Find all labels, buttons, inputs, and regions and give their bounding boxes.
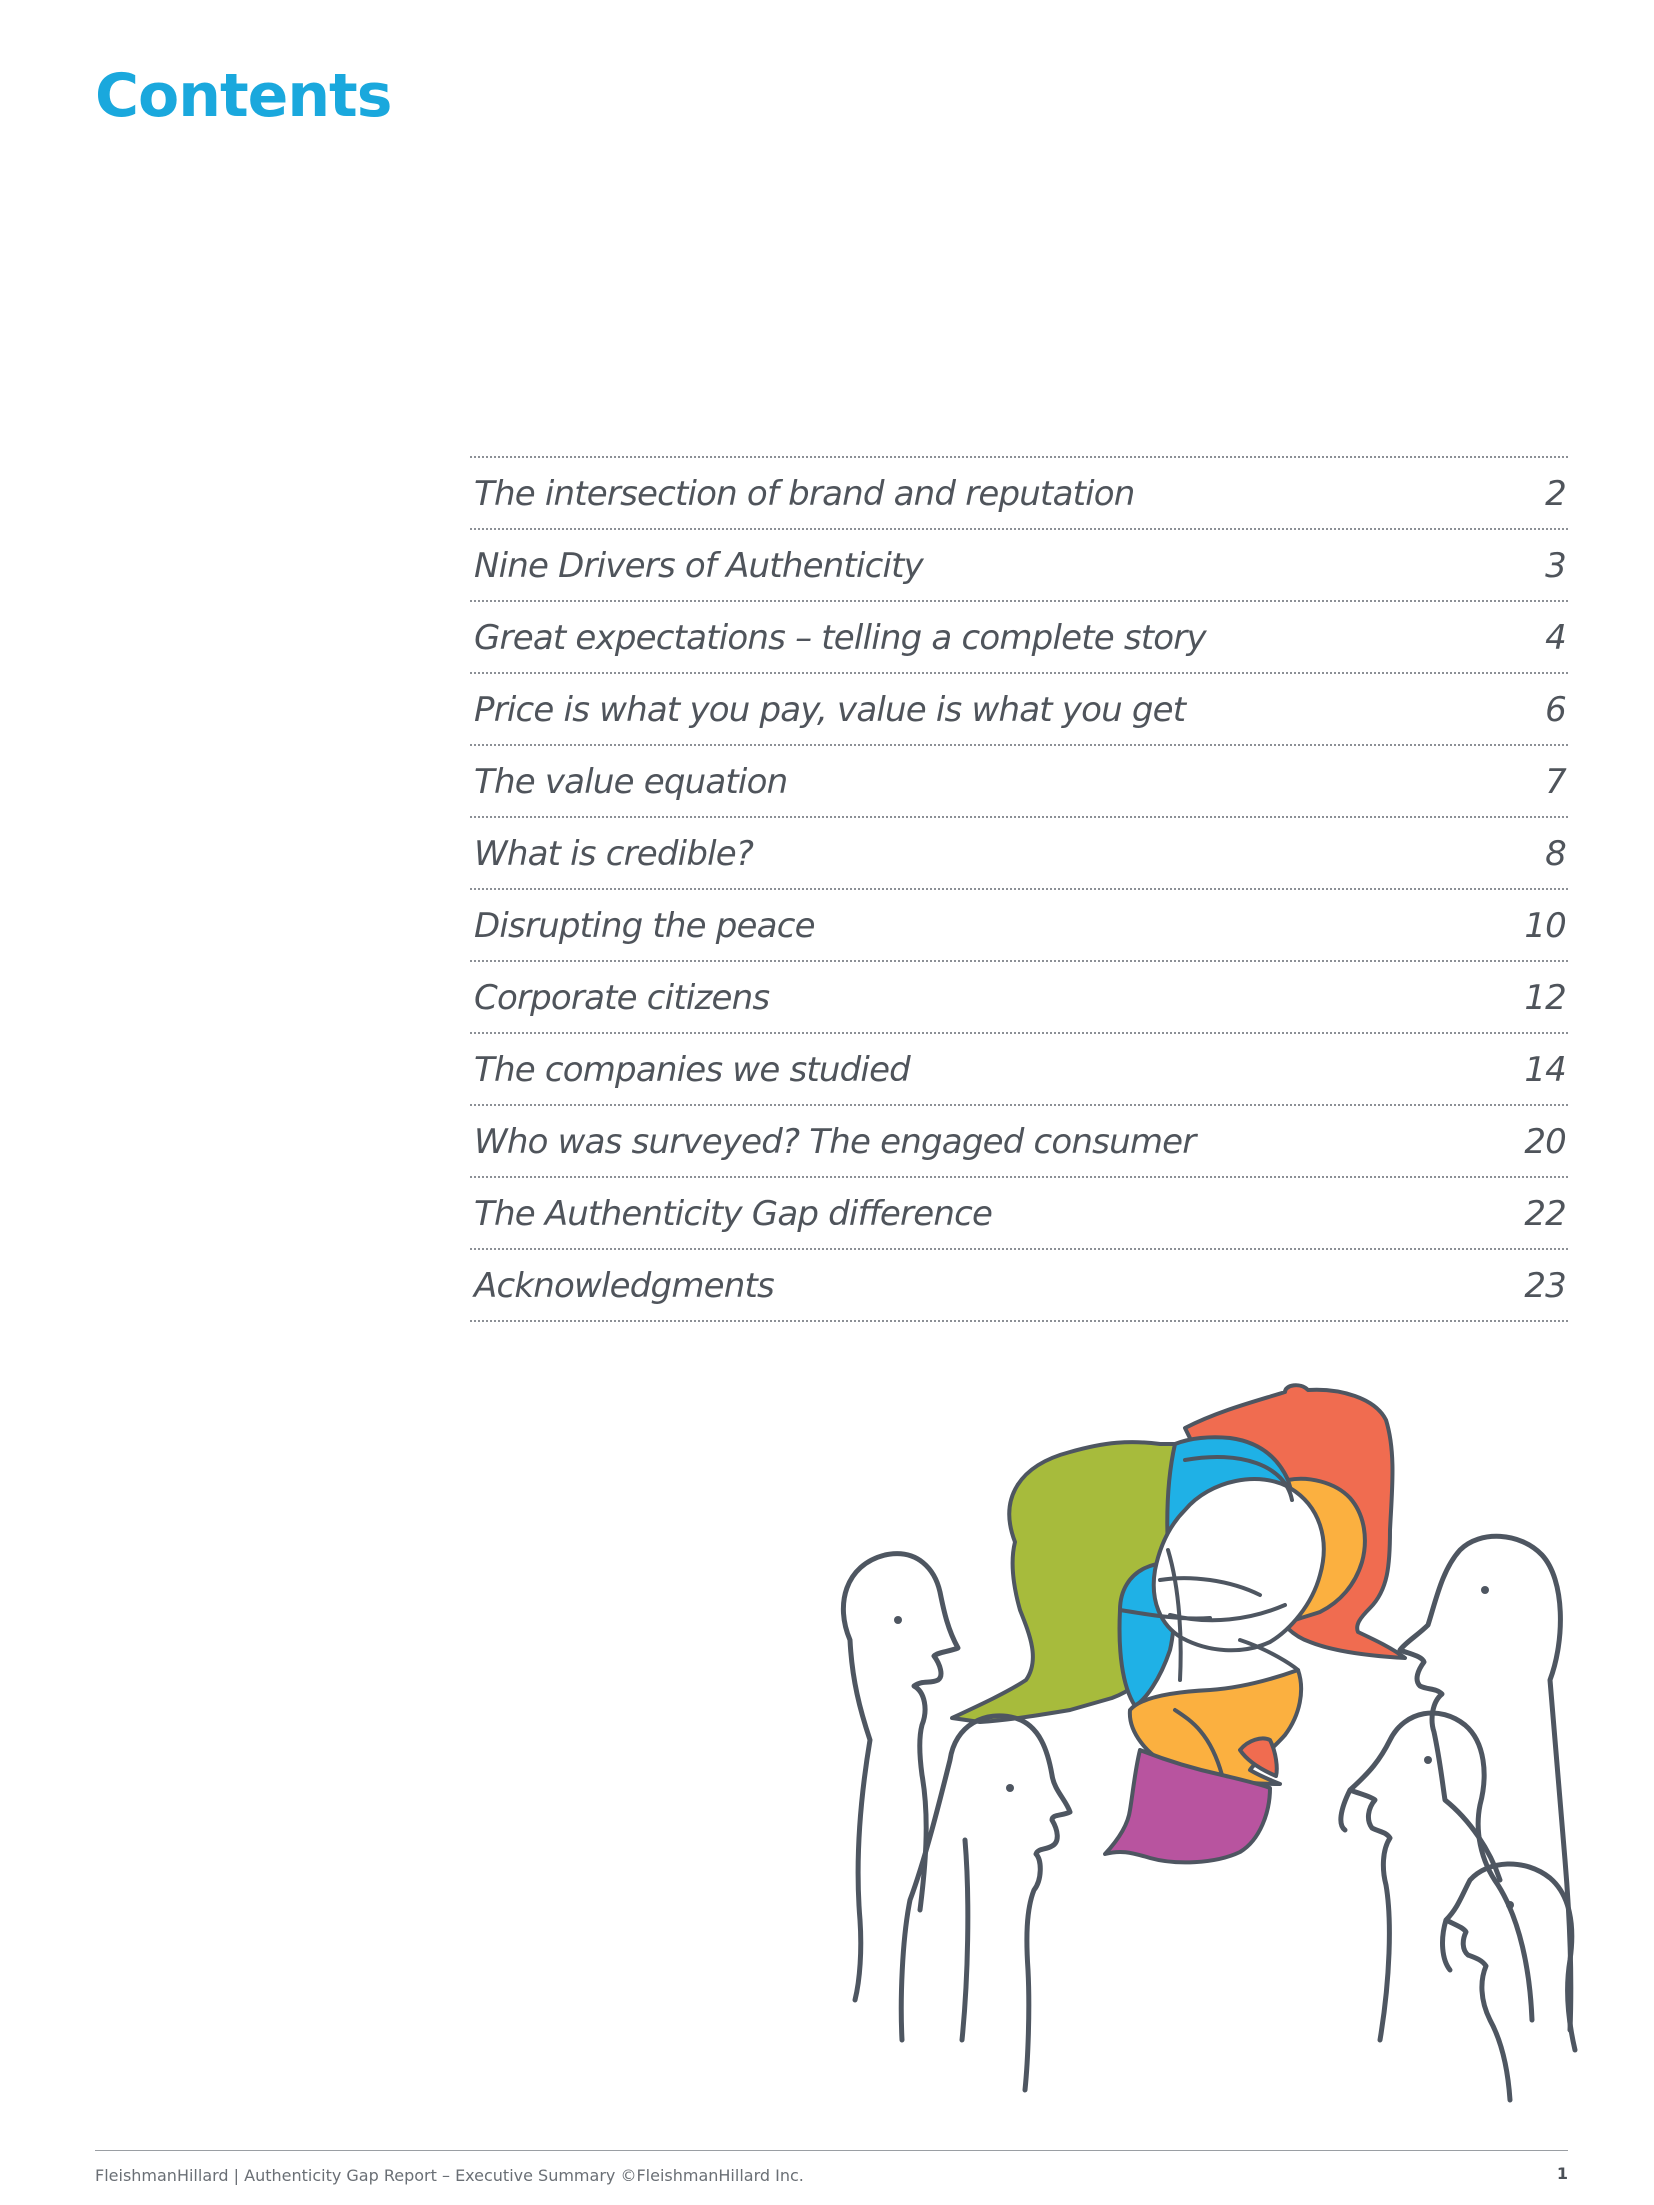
toc-entry-page-number: 12	[1524, 977, 1566, 1018]
person-right-middle-eye	[1424, 1756, 1432, 1764]
toc-entry-page-number: 20	[1524, 1121, 1566, 1162]
person-right-tall-eye	[1481, 1586, 1489, 1594]
toc-entry-page-number: 8	[1545, 833, 1566, 874]
toc-entry-title: The companies we studied	[474, 1049, 910, 1090]
footer-page-number: 1	[1556, 2164, 1568, 2183]
toc-entry-title: The intersection of brand and reputation	[474, 473, 1135, 514]
toc-entry[interactable]	[470, 602, 1568, 674]
toc-entry[interactable]	[470, 1178, 1568, 1250]
toc-entry-page-number: 4	[1545, 617, 1566, 658]
person-left-small	[901, 1716, 1070, 2090]
toc-entry-title: Acknowledgments	[474, 1265, 774, 1306]
toc-entry-page-number: 14	[1524, 1049, 1566, 1090]
footer-credit: FleishmanHillard | Authenticity Gap Report – Executive Summary ©FleishmanHillard Inc.	[95, 2166, 804, 2185]
toc-entry-title: Price is what you pay, value is what you get	[474, 689, 1186, 730]
toc-entry[interactable]	[470, 890, 1568, 962]
toc-entry[interactable]	[470, 746, 1568, 818]
toc-entry[interactable]	[470, 962, 1568, 1034]
toc-entry[interactable]	[470, 530, 1568, 602]
person-right-small-eye	[1506, 1901, 1514, 1909]
toc-entry-page-number: 3	[1545, 545, 1566, 586]
toc-entry-title: Who was surveyed? The engaged consumer	[474, 1121, 1196, 1162]
person-left-tall-eye	[894, 1616, 902, 1624]
table-of-contents	[470, 456, 1568, 1322]
person-left-small-eye	[1006, 1784, 1014, 1792]
toc-entry-page-number: 10	[1524, 905, 1566, 946]
speech-bubbles	[952, 1385, 1405, 1862]
toc-entry-page-number: 6	[1545, 689, 1566, 730]
toc-entry[interactable]	[470, 818, 1568, 890]
toc-entry-page-number: 22	[1524, 1193, 1566, 1234]
person-right-middle	[1341, 1713, 1532, 2040]
page-title: Contents	[95, 61, 392, 131]
toc-entry-title: Corporate citizens	[474, 977, 770, 1018]
toc-entry[interactable]	[470, 458, 1568, 530]
toc-entry-page-number: 23	[1524, 1265, 1566, 1306]
toc-entry-title: Great expectations – telling a complete story	[474, 617, 1206, 658]
toc-entry-title: Disrupting the peace	[474, 905, 815, 946]
toc-entry[interactable]	[470, 1034, 1568, 1106]
footer-divider	[95, 2150, 1568, 2151]
toc-entry-page-number: 7	[1545, 761, 1566, 802]
people-conversation-speech-bubbles-illustration	[830, 1380, 1590, 2120]
toc-entry[interactable]	[470, 1106, 1568, 1178]
toc-entry-title: The Authenticity Gap difference	[474, 1193, 993, 1234]
toc-entry-page-number: 2	[1545, 473, 1566, 514]
toc-entry[interactable]	[470, 1250, 1568, 1322]
toc-entry-title: What is credible?	[474, 833, 754, 874]
toc-entry-title: Nine Drivers of Authenticity	[474, 545, 924, 586]
toc-entry-title: The value equation	[474, 761, 788, 802]
toc-entry[interactable]	[470, 674, 1568, 746]
